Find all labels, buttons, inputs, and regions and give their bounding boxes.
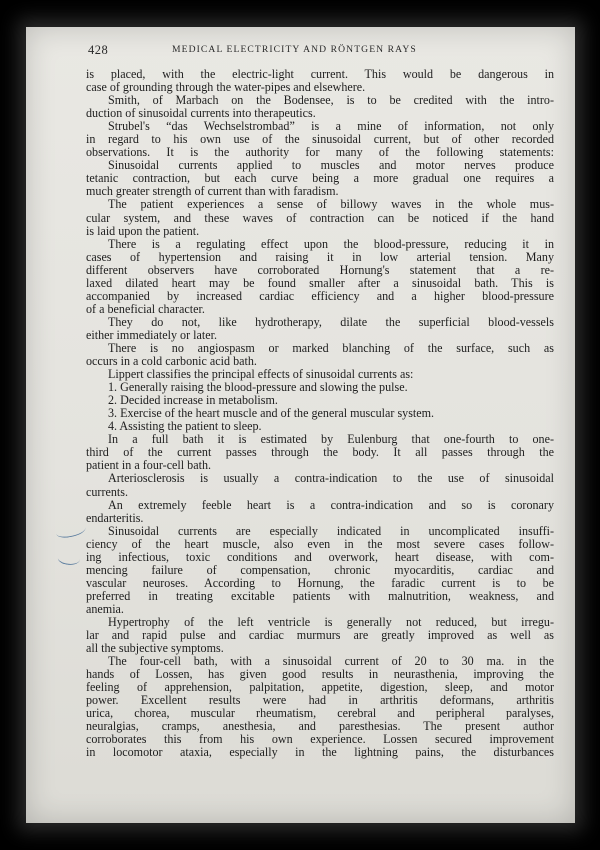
- text-line: in locomotor ataxia, especially in the lightning pains, the disturbances: [86, 746, 554, 760]
- text-line: lar and rapid pulse and cardiac murmurs are greatly improved as well as: [86, 629, 554, 643]
- text-line: observations. It is the authority for many of the following statements:: [86, 146, 554, 160]
- running-head: MEDICAL ELECTRICITY AND RÖNTGEN RAYS: [172, 44, 417, 55]
- text-line: cases of hypertension and raising it in low arterial tension. Many: [86, 250, 554, 264]
- text-line: In a full bath it is estimated by Eulenburg that one-fourth to one-: [108, 433, 554, 447]
- text-line: in regard to his own use of the sinusoidal current, but of other recorded: [86, 133, 554, 147]
- text-line: duction of sinusoidal currents into therapeutics.: [86, 107, 316, 121]
- text-line: much greater strength of current than with faradism.: [86, 185, 339, 199]
- text-line: hands of Lossen, has given good results in neurasthenia, improving the: [86, 668, 554, 682]
- pencil-mark: [55, 522, 87, 539]
- text-line: tetanic contraction, but each curve being a more gradual one requires a: [86, 172, 554, 186]
- text-line: accompanied by increased cardiac efficiency and a higher blood-pressure: [86, 289, 554, 303]
- text-line: third of the current passes through the body. It all passes through the: [86, 446, 554, 460]
- text-line: ing infectious, toxic conditions and overwork, heart disease, with com-: [86, 550, 554, 564]
- text-line: Hypertrophy of the left ventricle is generally not reduced, but irregu-: [108, 615, 554, 629]
- text-line: The four-cell bath, with a sinusoidal current of 20 to 30 ma. in the: [108, 655, 554, 669]
- text-line: vascular neuroses. According to Hornung, the faradic current is to be: [86, 576, 554, 590]
- text-line: An extremely feeble heart is a contra-indication and so is coronary: [108, 498, 554, 512]
- book-page: [26, 27, 575, 823]
- text-line: 2. Decided increase in metabolism.: [108, 394, 278, 408]
- text-line: different observers have corroborated Hornung's statement that a re-: [86, 263, 554, 277]
- text-line: is placed, with the electric-light current. This would be dangerous in: [86, 68, 554, 81]
- text-line: Lippert classifies the principal effects of sinusoidal currents as:: [108, 368, 414, 382]
- body-text: [86, 68, 554, 759]
- text-line: urica, chorea, muscular rheumatism, cerebral and peripheral paralyses,: [86, 707, 554, 721]
- text-line: is laid upon the patient.: [86, 224, 200, 238]
- text-line: neuralgias, cramps, anesthesia, and paresthesias. The present author: [86, 720, 554, 734]
- text-line: either immediately or later.: [86, 328, 217, 342]
- text-line: Smith, of Marbach on the Bodensee, is to be credited with the intro-: [108, 94, 554, 108]
- text-line: anemia.: [86, 602, 124, 616]
- pencil-mark: [57, 550, 81, 567]
- text-line: ciency of the heart muscle, also even in the most severe cases follow-: [86, 537, 554, 551]
- text-line: mencing failure of compensation, chronic myocarditis, cardiac and: [86, 563, 554, 577]
- text-line: Sinusoidal currents applied to muscles and motor nerves produce: [108, 159, 554, 173]
- text-line: Strubel's “das Wechselstrombad” is a mine of information, not only: [108, 120, 554, 134]
- text-line: There is no angiospasm or marked blanching of the surface, such as: [108, 341, 554, 355]
- page-number: 428: [88, 43, 109, 57]
- text-line: case of grounding through the water-pipes and elsewhere.: [86, 81, 366, 95]
- text-line: Arteriosclerosis is usually a contra-indication to the use of sinusoidal: [108, 472, 554, 486]
- text-line: endarteritis.: [86, 511, 144, 525]
- text-line: of a beneficial character.: [86, 302, 205, 316]
- text-line: There is a regulating effect upon the blood-pressure, reducing it in: [108, 237, 554, 251]
- text-line: preferred in treating excitable patients with malnutrition, weakness, and: [86, 589, 554, 603]
- text-line: Sinusoidal currents are especially indicated in uncomplicated insuffi-: [108, 524, 554, 538]
- text-line: They do not, like hydrotherapy, dilate the superficial blood-vessels: [108, 315, 554, 329]
- page-header: [88, 43, 548, 57]
- text-line: The patient experiences a sense of billowy waves in the whole mus-: [108, 198, 554, 212]
- text-line: 3. Exercise of the heart muscle and of the general muscular system.: [108, 407, 435, 421]
- text-line: occurs in a cold carbonic acid bath.: [86, 355, 257, 369]
- text-line: cular system, and these waves of contraction can be noticed if the hand: [86, 211, 554, 225]
- text-line: patient in a four-cell bath.: [86, 459, 212, 473]
- text-line: 4. Assisting the patient to sleep.: [108, 420, 262, 434]
- text-line: currents.: [86, 485, 128, 499]
- text-line: all the subjective symptoms.: [86, 642, 224, 656]
- text-line: laxed dilated heart may be found smaller after a sinusoidal bath. This is: [86, 276, 554, 290]
- text-line: 1. Generally raising the blood-pressure and slowing the pulse.: [108, 381, 408, 395]
- text-line: power. Excellent results were had in arthritis deformans, arthritis: [86, 694, 554, 708]
- text-line: corroborates this from his own experience. Lossen secured improvement: [86, 733, 554, 747]
- text-line: feeling of apprehension, palpitation, appetite, digestion, sleep, and motor: [86, 681, 554, 695]
